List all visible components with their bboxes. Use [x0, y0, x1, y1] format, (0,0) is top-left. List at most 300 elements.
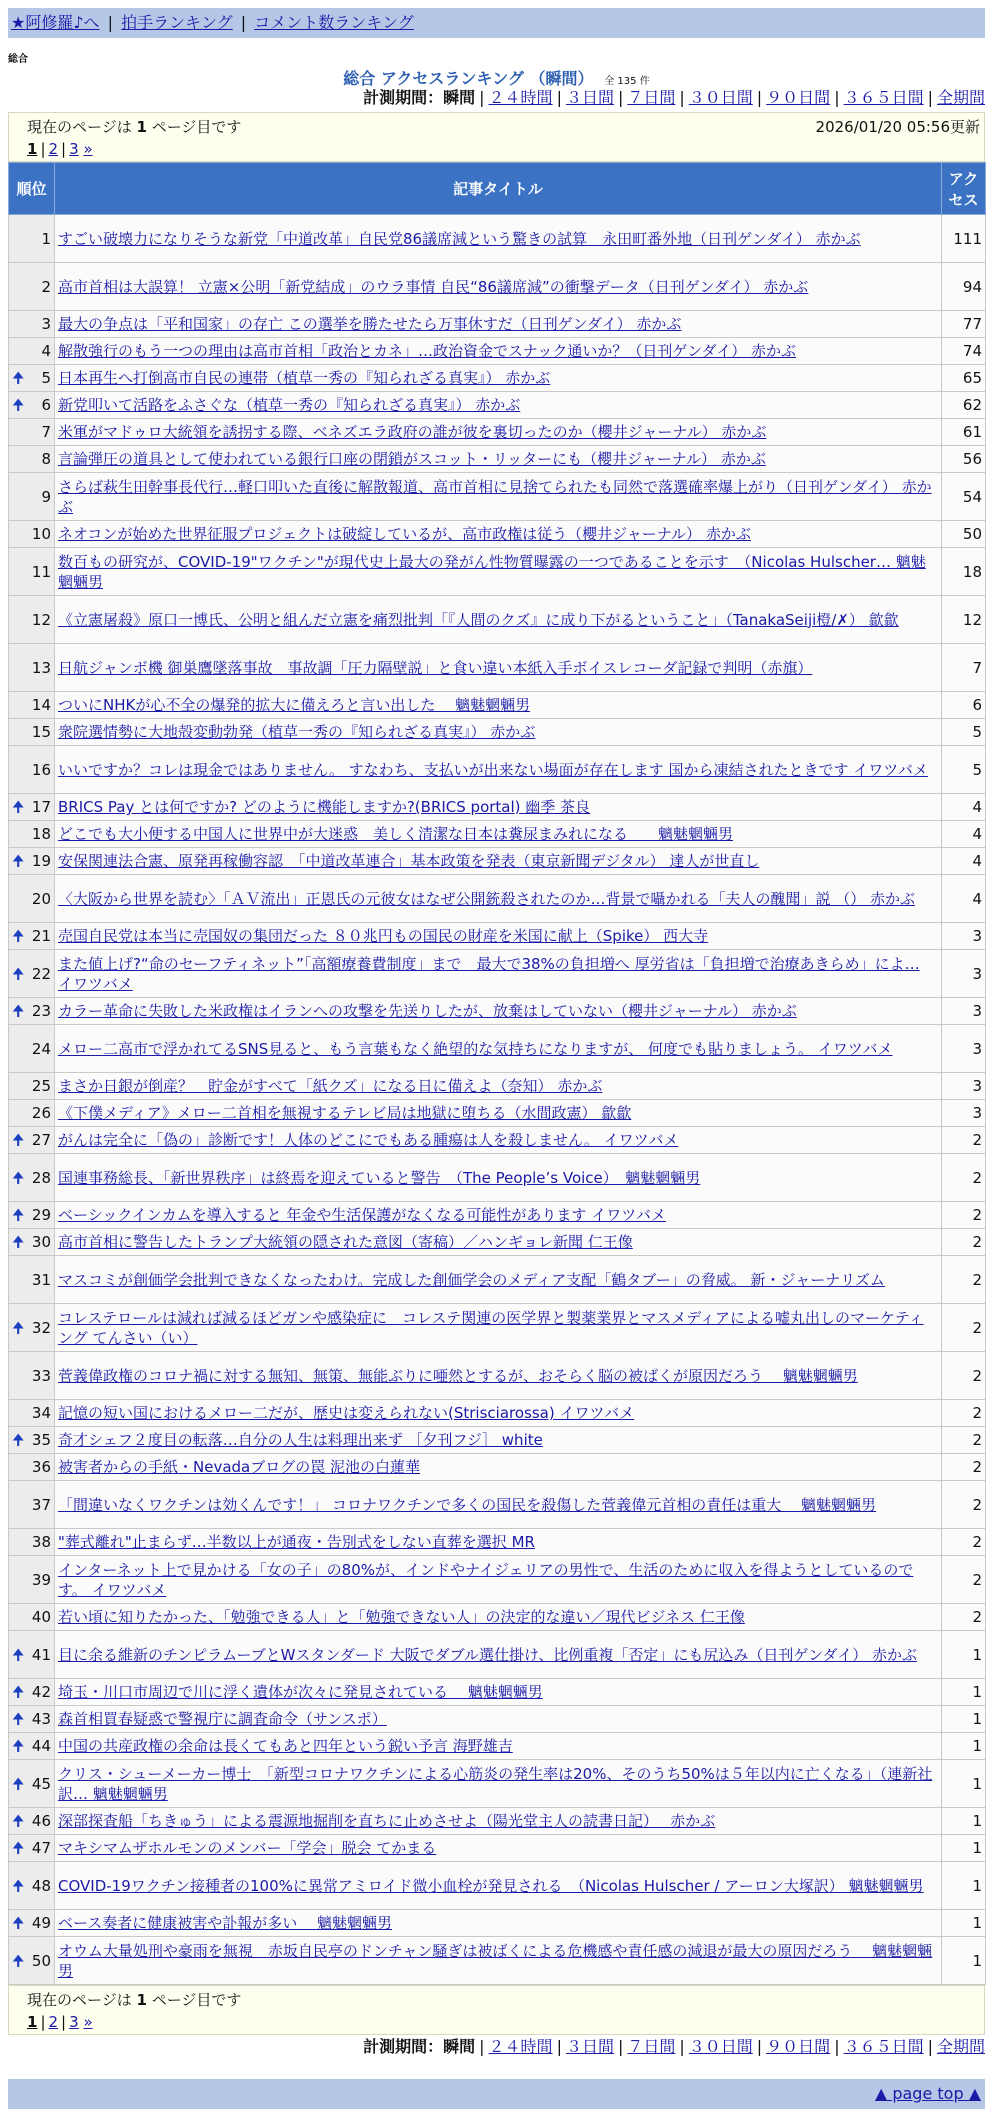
comment-ranking-link[interactable]: コメント数ランキング	[254, 13, 414, 32]
article-title-link[interactable]: 新党叩いて活路をふさぐな（植草一秀の『知られざる真実』） 赤かぶ	[58, 396, 521, 414]
article-title-link[interactable]: 高市首相に警告したトランプ大統領の隠された意図（寄稿）／ハンギョレ新聞 仁王像	[58, 1233, 633, 1251]
rank-number: 15	[31, 723, 51, 741]
table-row	[9, 548, 986, 596]
table-row	[9, 1454, 986, 1481]
table-row	[9, 821, 986, 848]
period-selector-bottom	[8, 2035, 985, 2061]
article-title-link[interactable]: 解散強行のもう一つの理由は高市首相「政治とカネ」…政治資金でスナック通いか？（日刊ゲンダイ） 赤かぶ	[58, 342, 796, 360]
article-title-link[interactable]: 数百もの研究が、COVID-19"ワクチン"が現代史上最大の発がん性物質曝露の一つであることを示す （Nicolas Hulscher… 魑魅魍魎男	[58, 552, 926, 591]
access-count: 50	[942, 521, 986, 548]
total-count: 全 135 件	[604, 76, 650, 87]
up-arrow-icon: 🠉	[12, 1233, 25, 1251]
article-title-link[interactable]: 奇才シェフ２度目の転落…自分の人生は料理出来ず ［夕刊フジ］ white	[58, 1431, 543, 1449]
article-title-link[interactable]: 《立憲屠殺》原口一博氏、公明と組んだ立憲を痛烈批判「『人間のクズ』に成り下がるということ」（TanakaSeiji橙/✗） 歙歙	[58, 610, 899, 629]
article-title-link[interactable]: 森首相買春疑惑で警視庁に調査命令（サンスポ）	[58, 1710, 387, 1728]
title-cell	[55, 1154, 942, 1202]
rank-cell	[9, 1937, 55, 1985]
article-title-link[interactable]: マキシマムザホルモンのメンバー「学会」脱会 てかまる	[58, 1839, 437, 1857]
rank-number: 36	[31, 1458, 51, 1476]
clap-ranking-link[interactable]: 拍手ランキング	[121, 13, 233, 32]
article-title-link[interactable]: 「間違いなくワクチンは効くんです！」 コロナワクチンで多くの国民を殺傷した菅義偉元首相の責任は重大 魑魅魍魎男	[58, 1495, 877, 1514]
rank-cell	[9, 1304, 55, 1352]
table-row	[9, 1862, 986, 1910]
access-count: 1	[942, 1910, 986, 1937]
rank-cell	[9, 1631, 55, 1679]
access-count: 2	[942, 1229, 986, 1256]
article-title-link[interactable]: 言論弾圧の道具として使われている銀行口座の閉鎖がスコット・リッターにも（櫻井ジャーナル） 赤かぶ	[58, 450, 766, 468]
access-count: 56	[942, 446, 986, 473]
rank-cell	[9, 548, 55, 596]
article-title-link[interactable]: インターネット上で見かける「女の子」の80%が、インドやナイジェリアの男性で、生活のために収入を得ようとしているのです。 イワツバメ	[58, 1560, 914, 1599]
article-title-link[interactable]: 菅義偉政権のコロナ禍に対する無知、無策、無能ぶりに唖然とするが、おそらく脳の被ばくが原因だろう 魑魅魍魎男	[58, 1366, 858, 1385]
access-count: 111	[942, 215, 986, 263]
title-cell	[55, 548, 942, 596]
up-arrow-icon: 🠉	[12, 1168, 25, 1187]
pager-top	[8, 112, 985, 162]
title-cell	[55, 1604, 942, 1631]
rank-cell	[9, 521, 55, 548]
rank-cell	[9, 596, 55, 644]
title-cell	[55, 419, 942, 446]
rank-number: 42	[31, 1683, 51, 1701]
title-cell	[55, 1100, 942, 1127]
access-count: 1	[942, 1631, 986, 1679]
article-title-link[interactable]: また値上げ?“命のセーフティネット”「高額療養費制度」まで 最大で38%の負担増へ 厚労省は「負担増で治療あきらめ」によ… イワツバメ	[58, 954, 920, 993]
title-cell	[55, 746, 942, 794]
rank-cell	[9, 1229, 55, 1256]
article-title-link[interactable]: 国連事務総長、「新世界秩序」は終焉を迎えていると警告 （The People’s Voice） 魑魅魍魎男	[58, 1168, 701, 1187]
rank-number: 6	[41, 396, 51, 414]
table-row	[9, 1529, 986, 1556]
up-arrow-icon: 🠉	[12, 1839, 25, 1857]
rank-number: 46	[31, 1812, 51, 1830]
article-title-link[interactable]: 深部探査船「ちきゅう」による震源地掘削を直ちに止めさせよ（陽光堂主人の読書日記） 赤かぶ	[58, 1812, 716, 1830]
period-separator: |	[556, 88, 562, 107]
article-title-link[interactable]: 日本再生へ打倒高市自民の連帯（植草一秀の『知られざる真実』） 赤かぶ	[58, 369, 551, 387]
updated-timestamp: 2026/01/20 05:56更新	[815, 118, 980, 136]
page-separator: |	[61, 140, 67, 158]
title-cell	[55, 1256, 942, 1304]
rank-cell	[9, 719, 55, 746]
period-separator: |	[617, 88, 624, 107]
rank-number: 11	[31, 562, 51, 581]
header-access: アクセス	[942, 163, 986, 215]
rank-number: 43	[31, 1710, 51, 1728]
rank-number: 30	[31, 1233, 51, 1251]
period-separator: |	[679, 88, 685, 107]
title-cell	[55, 1556, 942, 1604]
up-arrow-icon: 🠉	[12, 852, 25, 870]
period-separator: |	[479, 88, 485, 107]
rank-cell	[9, 1025, 55, 1073]
access-count: 3	[942, 1025, 986, 1073]
rank-number: 12	[31, 610, 51, 629]
rank-cell	[9, 1352, 55, 1400]
access-count: 65	[942, 365, 986, 392]
title-cell	[55, 215, 942, 263]
rank-number: 35	[31, 1431, 51, 1449]
table-row	[9, 1229, 986, 1256]
rank-number: 16	[31, 760, 51, 779]
article-title-link[interactable]: 被害者からの手紙・Nevadaブログの罠 泥池の白蓮華	[58, 1458, 421, 1476]
period-current: 瞬間	[443, 88, 476, 107]
rank-cell	[9, 1760, 55, 1808]
rank-number: 44	[31, 1737, 51, 1755]
title-cell	[55, 821, 942, 848]
rank-cell	[9, 998, 55, 1025]
article-title-link[interactable]: クリス・シューメーカー博士 「新型コロナワクチンによる心筋炎の発生率は20%、そのうち50%は５年以内に亡くなる」（連新社訳… 魑魅魍魎男	[58, 1764, 933, 1803]
up-arrow-icon: 🠉	[12, 396, 25, 414]
article-title-link[interactable]: がんは完全に「偽の」診断です！人体のどこにでもある腫瘍は人を殺しません。 イワツバメ	[58, 1131, 679, 1149]
article-title-link[interactable]: 最大の争点は「平和国家」の存亡 この選挙を勝たせたら万事休すだ（日刊ゲンダイ） 赤かぶ	[58, 315, 682, 333]
article-title-link[interactable]: ベーシックインカムを導入すると 年金や生活保護がなくなる可能性があります イワツバメ	[58, 1206, 666, 1224]
article-title-link[interactable]: 米軍がマドゥロ大統領を誘拐する際、ベネズエラ政府の誰が彼を裏切ったのか（櫻井ジャーナル） 赤かぶ	[58, 423, 767, 441]
page-links	[27, 138, 978, 160]
up-arrow-icon: 🠉	[12, 1131, 25, 1149]
access-count: 1	[942, 1862, 986, 1910]
table-row	[9, 446, 986, 473]
access-count: 2	[942, 1352, 986, 1400]
table-row	[9, 1400, 986, 1427]
table-row	[9, 1352, 986, 1400]
article-title-link[interactable]: 埼玉・川口市周辺で川に浮く遺体が次々に発見されている 魑魅魍魎男	[58, 1683, 543, 1701]
table-row	[9, 794, 986, 821]
table-row	[9, 1127, 986, 1154]
article-title-link[interactable]: 記憶の短い国におけるメロー二だが、歴史は変えられない(Strisciarossa) イワツバメ	[58, 1404, 635, 1422]
article-title-link[interactable]: さらば萩生田幹事長代行…軽口叩いた直後に解散報道、高市首相に見捨てられたも同然で落選確率爆上がり（日刊ゲンダイ） 赤かぶ	[58, 477, 932, 516]
title-cell	[55, 1760, 942, 1808]
page-separator: |	[40, 140, 46, 158]
title-cell	[55, 1529, 942, 1556]
article-title-link[interactable]: メロー二高市で浮かれてるSNS見ると、もう言葉もなく絶望的な気持ちになりますが、 何度でも貼りましょう。 イワツバメ	[58, 1039, 893, 1058]
page-link[interactable]: 2	[48, 2013, 59, 2031]
period-option-link[interactable]: ３６５日間	[843, 88, 924, 107]
rank-cell	[9, 1400, 55, 1427]
access-count: 61	[942, 419, 986, 446]
access-count: 2	[942, 1256, 986, 1304]
title-cell	[55, 521, 942, 548]
period-separator: |	[556, 2037, 562, 2056]
title-cell	[55, 875, 942, 923]
title-cell	[55, 311, 942, 338]
nav-separator: |	[107, 13, 114, 32]
table-row	[9, 263, 986, 311]
period-option-link[interactable]: ３日間	[565, 2037, 614, 2056]
up-arrow-icon: 🠉	[12, 1002, 25, 1020]
rank-cell	[9, 644, 55, 692]
table-row	[9, 365, 986, 392]
period-separator: |	[834, 88, 840, 107]
rank-number: 22	[31, 964, 51, 983]
up-arrow-icon: 🠉	[12, 1914, 25, 1932]
access-count: 1	[942, 1835, 986, 1862]
article-title-link[interactable]: COVID-19ワクチン接種者の100%に異常アミロイド微小血栓が発見される （Nicolas Hulscher / アーロン大塚訳） 魑魅魍魎男	[58, 1876, 924, 1895]
article-title-link[interactable]: "葬式離れ"止まらず…半数以上が通夜・告別式をしない直葬を選択 MR	[58, 1533, 535, 1551]
title-cell	[55, 692, 942, 719]
up-arrow-icon: 🠉	[12, 927, 25, 945]
title-cell	[55, 1481, 942, 1529]
table-row	[9, 998, 986, 1025]
period-option-link[interactable]: ９０日間	[766, 88, 831, 107]
table-row	[9, 596, 986, 644]
page-link[interactable]: 3	[69, 2013, 79, 2031]
table-row	[9, 521, 986, 548]
period-separator: |	[756, 88, 763, 107]
article-title-link[interactable]: マスコミが創価学会批判できなくなったわけ。完成した創価学会のメディア支配「鶴タブー」の脅威。 新・ジャーナリズム	[58, 1270, 885, 1289]
table-row	[9, 875, 986, 923]
period-option-link[interactable]: ３６５日間	[843, 2037, 924, 2056]
access-count: 5	[942, 719, 986, 746]
title-cell	[55, 950, 942, 998]
title-cell	[55, 1229, 942, 1256]
article-title-link[interactable]: 若い頃に知りたかった、「勉強できる人」と「勉強できない人」の決定的な違い／現代ビジネス 仁王像	[58, 1608, 745, 1626]
access-count: 4	[942, 848, 986, 875]
up-arrow-icon: 🠉	[12, 1645, 25, 1664]
title-cell	[55, 338, 942, 365]
period-separator: |	[756, 2037, 763, 2056]
period-option-link[interactable]: 全期間	[936, 2037, 985, 2056]
article-title-link[interactable]: すごい破壊力になりそうな新党「中道改革」自民党86議席減という驚きの試算 永田町番外地（日刊ゲンダイ） 赤かぶ	[58, 229, 861, 248]
access-count: 1	[942, 1679, 986, 1706]
rank-cell	[9, 392, 55, 419]
up-arrow-icon: 🠉	[12, 369, 25, 387]
title-cell	[55, 1835, 942, 1862]
title-cell	[55, 794, 942, 821]
rank-number: 10	[31, 525, 51, 543]
rank-cell	[9, 794, 55, 821]
access-count: 7	[942, 644, 986, 692]
table-row	[9, 644, 986, 692]
rank-number: 4	[41, 342, 51, 360]
table-row	[9, 1808, 986, 1835]
access-count: 2	[942, 1154, 986, 1202]
rank-number: 45	[31, 1774, 51, 1793]
period-option-link[interactable]: ７日間	[627, 88, 676, 107]
rank-number: 8	[41, 450, 51, 468]
rank-cell	[9, 1154, 55, 1202]
table-row	[9, 1202, 986, 1229]
article-title-link[interactable]: 衆院選情勢に大地殻変動勃発（植草一秀の『知られざる真実』） 赤かぶ	[58, 723, 536, 741]
article-title-link[interactable]: ネオコンが始めた世界征服プロジェクトは破綻しているが、高市政権は従う（櫻井ジャーナル） 赤かぶ	[58, 525, 751, 543]
title-cell	[55, 848, 942, 875]
title-cell	[55, 1937, 942, 1985]
next-page-link[interactable]: »	[83, 140, 93, 158]
rank-cell	[9, 263, 55, 311]
up-arrow-icon: 🠉	[12, 1812, 25, 1830]
rank-number: 1	[41, 229, 51, 248]
rank-cell	[9, 848, 55, 875]
table-row	[9, 311, 986, 338]
table-row	[9, 1304, 986, 1352]
table-row	[9, 1706, 986, 1733]
table-row	[9, 1427, 986, 1454]
access-count: 2	[942, 1454, 986, 1481]
rank-cell	[9, 419, 55, 446]
table-row	[9, 1631, 986, 1679]
access-count: 4	[942, 794, 986, 821]
period-option-link[interactable]: ３０日間	[688, 2037, 753, 2056]
access-count: 4	[942, 875, 986, 923]
period-option-link[interactable]: ９０日間	[766, 2037, 831, 2056]
rank-number: 25	[31, 1077, 51, 1095]
article-title-link[interactable]: ベース奏者に健康被害や訃報が多い 魑魅魍魎男	[58, 1914, 393, 1932]
rank-cell	[9, 1835, 55, 1862]
rank-number: 50	[31, 1951, 51, 1970]
header-rank: 順位	[9, 163, 55, 215]
rank-number: 29	[31, 1206, 51, 1224]
access-count: 2	[942, 1529, 986, 1556]
current-page-prefix: 現在のページは	[27, 1991, 132, 2009]
access-count: 54	[942, 473, 986, 521]
rank-number: 40	[31, 1608, 51, 1626]
article-title-link[interactable]: 目に余る維新のチンピラムーブとWスタンダード 大阪でダブル選仕掛け、比例重複「否定」にも尻込み（日刊ゲンダイ） 赤かぶ	[58, 1645, 917, 1664]
rank-cell	[9, 338, 55, 365]
period-separator: |	[679, 2037, 685, 2056]
nav-separator: |	[240, 13, 247, 32]
rank-number: 38	[31, 1533, 51, 1551]
title-cell	[55, 1427, 942, 1454]
table-row	[9, 923, 986, 950]
rank-number: 37	[31, 1495, 51, 1514]
period-separator: |	[927, 2037, 933, 2056]
rank-cell	[9, 1454, 55, 1481]
article-title-link[interactable]: いいですか？コレは現金ではありません。 すなわち、支払いが出来ない場面が存在します 国から凍結されたときです イワツバメ	[58, 760, 928, 779]
period-separator: |	[479, 2037, 485, 2056]
period-option-link[interactable]: 全期間	[936, 88, 985, 107]
table-row	[9, 473, 986, 521]
access-count: 1	[942, 1937, 986, 1985]
page-link-current: 1	[27, 2013, 38, 2031]
article-title-link[interactable]: どこでも大小便する中国人に世界中が大迷惑 美しく清潔な日本は糞尿まみれになる 魑魅魍魎男	[58, 825, 734, 843]
up-arrow-icon: 🠉	[12, 1710, 25, 1728]
rank-cell	[9, 1808, 55, 1835]
access-count: 2	[942, 1604, 986, 1631]
rank-number: 33	[31, 1366, 51, 1385]
home-link[interactable]: ★阿修羅♪へ	[11, 13, 100, 32]
article-title-link[interactable]: 日航ジャンボ機 御巣鷹墜落事故 事故調「圧力隔壁説」と食い違い本紙入手ボイスレコーダ記録で判明（赤旗）	[58, 658, 813, 677]
title-cell	[55, 596, 942, 644]
article-title-link[interactable]: コレステロールは減れば減るほどガンや感染症に コレステ関連の医学界と製薬業界とマスメディアによる嘘丸出しのマーケティング てんさい（い）	[58, 1308, 924, 1347]
access-count: 2	[942, 1556, 986, 1604]
current-page-suffix: ページ目です	[151, 1991, 242, 2009]
period-selector	[8, 86, 985, 112]
article-title-link[interactable]: 高市首相は大誤算！ 立憲×公明「新党結成」のウラ事情 自民“86議席減”の衝撃データ（日刊ゲンダイ） 赤かぶ	[58, 277, 809, 296]
access-count: 1	[942, 1760, 986, 1808]
table-row	[9, 719, 986, 746]
title-cell	[55, 1910, 942, 1937]
rank-cell	[9, 875, 55, 923]
rank-number: 41	[31, 1645, 51, 1664]
period-option-link[interactable]: ２４時間	[488, 88, 553, 107]
rank-number: 31	[31, 1270, 51, 1289]
ranking-table	[8, 162, 986, 1985]
table-row	[9, 692, 986, 719]
bottom-bar	[8, 2079, 985, 2109]
rank-number: 49	[31, 1914, 51, 1932]
table-row	[9, 338, 986, 365]
title-cell	[55, 446, 942, 473]
title-cell	[55, 1025, 942, 1073]
access-count: 94	[942, 263, 986, 311]
rank-cell	[9, 1529, 55, 1556]
period-option-link[interactable]: ２４時間	[488, 2037, 553, 2056]
article-title-link[interactable]: 売国自民党は本当に売国奴の集団だった ８０兆円もの国民の財産を米国に献上（Spike） 西大寺	[58, 927, 709, 945]
article-title-link[interactable]: 《下僕メディア》メロー二首相を無視するテレビ局は地獄に堕ちる（水間政憲） 歙歙	[58, 1104, 632, 1122]
title-cell	[55, 644, 942, 692]
page-top-link[interactable]: ▲ page top ▲	[874, 2084, 981, 2103]
article-title-link[interactable]: まさか日銀が倒産？ 貯金がすべて「紙クズ」になる日に備えよ（奈知） 赤かぶ	[58, 1077, 603, 1095]
access-count: 18	[942, 548, 986, 596]
page-links	[27, 2011, 978, 2033]
article-title-link[interactable]: BRICS Pay とは何ですか? どのように機能しますか?(BRICS portal) 幽季 茶良	[58, 798, 591, 816]
access-count: 1	[942, 1706, 986, 1733]
access-count: 74	[942, 338, 986, 365]
access-count: 4	[942, 821, 986, 848]
rank-cell	[9, 365, 55, 392]
article-title-link[interactable]: 中国の共産政権の余命は長くてもあと四年という鋭い予言 海野雄吉	[58, 1737, 513, 1755]
table-row	[9, 419, 986, 446]
top-nav-bar	[8, 8, 985, 38]
article-title-link[interactable]: 〈大阪から世界を読む〉「ＡＶ流出」正恩氏の元彼女はなぜ公開銃殺されたのか…背景で囁かれる「夫人の醜聞」説 （） 赤かぶ	[58, 889, 916, 908]
title-cell	[55, 1352, 942, 1400]
title-cell	[55, 1679, 942, 1706]
access-count: 2	[942, 1427, 986, 1454]
rank-cell	[9, 1862, 55, 1910]
rank-number: 28	[31, 1168, 51, 1187]
page-link[interactable]: 3	[69, 140, 79, 158]
rank-cell	[9, 1604, 55, 1631]
rank-cell	[9, 446, 55, 473]
next-page-link[interactable]: »	[83, 2013, 93, 2031]
rank-cell	[9, 1910, 55, 1937]
period-current: 瞬間	[443, 2037, 476, 2056]
access-count: 2	[942, 1481, 986, 1529]
article-title-link[interactable]: オウム大量処刑や豪雨を無視 赤坂自民亭のドンチャン騒ぎは被ばくによる危機感や責任感の減退が最大の原因だろう 魑魅魍魎男	[58, 1941, 933, 1980]
title-cell	[55, 1073, 942, 1100]
rank-number: 9	[41, 487, 51, 506]
rank-number: 7	[41, 423, 51, 441]
rank-cell	[9, 311, 55, 338]
rank-number: 47	[31, 1839, 51, 1857]
access-count: 2	[942, 1127, 986, 1154]
title-cell	[55, 1127, 942, 1154]
title-cell	[55, 1400, 942, 1427]
access-count: 1	[942, 1808, 986, 1835]
access-count: 2	[942, 1202, 986, 1229]
period-option-link[interactable]: ７日間	[627, 2037, 676, 2056]
up-arrow-icon: 🠉	[12, 1737, 25, 1755]
article-title-link[interactable]: ついにNHKが心不全の爆発的拡大に備えろと言い出した 魑魅魍魎男	[58, 696, 531, 714]
rank-number: 24	[31, 1039, 51, 1058]
rank-cell	[9, 1706, 55, 1733]
article-title-link[interactable]: カラー革命に失敗した米政権はイランへの攻撃を先送りしたが、放棄はしていない（櫻井ジャーナル） 赤かぶ	[58, 1002, 797, 1020]
period-separator: |	[927, 88, 933, 107]
article-title-link[interactable]: 安保関連法合憲、原発再稼働容認 「中道改革連合」基本政策を発表（東京新聞デジタル） 達人が世直し	[58, 852, 760, 870]
rank-cell	[9, 1073, 55, 1100]
period-separator: |	[834, 2037, 840, 2056]
title-cell	[55, 719, 942, 746]
period-option-link[interactable]: ３０日間	[688, 88, 753, 107]
page-link[interactable]: 2	[48, 140, 59, 158]
rank-number: 23	[31, 1002, 51, 1020]
period-option-link[interactable]: ３日間	[565, 88, 614, 107]
current-page-suffix: ページ目です	[151, 118, 242, 136]
access-count: 3	[942, 1100, 986, 1127]
table-row	[9, 1910, 986, 1937]
rank-number: 5	[41, 369, 51, 387]
rank-number: 27	[31, 1131, 51, 1149]
title-cell	[55, 923, 942, 950]
